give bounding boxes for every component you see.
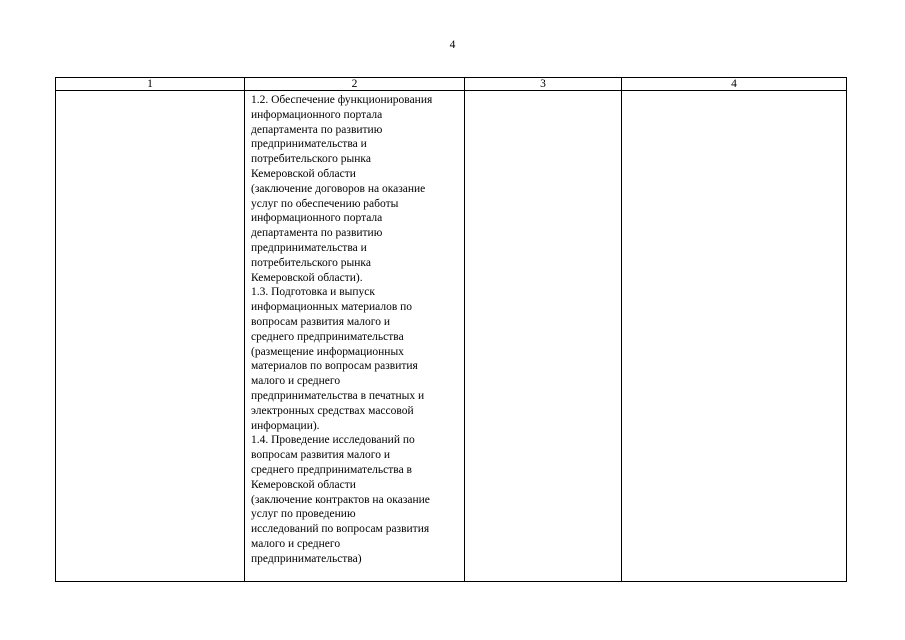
- table-cell-col2: [245, 91, 465, 582]
- table-cell-col4: [622, 91, 847, 582]
- plan-table: [55, 77, 847, 582]
- measure-item-1-4: 1.4. Проведение исследований по вопросам развития малого и среднего предпринимательства в Кемеровской области (заключение контрактов на оказание услуг по проведению исследований по вопросам развития малого и среднего предпринимательства): [251, 434, 430, 565]
- table-row: [56, 91, 847, 582]
- page-number: 4: [449, 39, 456, 51]
- column-header-4: 4: [622, 78, 847, 91]
- measure-item-1-2: 1.2. Обеспечение функционирования информационного портала департамента по развитию предпринимательства и потребительского рынка Кемеровской области (заключение договоров на оказание услуг по обеспечению работы информационного портала департамента по развитию предпринимательства и потребительского рынка Кемеровской области).: [251, 94, 433, 284]
- table-cell-col1: [56, 91, 245, 582]
- table-header-row: [56, 78, 847, 91]
- column-header-1: 1: [56, 78, 245, 91]
- table-cell-col3: [465, 91, 622, 582]
- column-header-3: 3: [465, 78, 622, 91]
- column-header-2: 2: [245, 78, 465, 91]
- measure-item-1-3: 1.3. Подготовка и выпуск информационных материалов по вопросам развития малого и среднего предпринимательства (размещение информационных материалов по вопросам развития малого и среднего предпринимательства в печатных и электронных средствах массовой информации).: [251, 286, 425, 432]
